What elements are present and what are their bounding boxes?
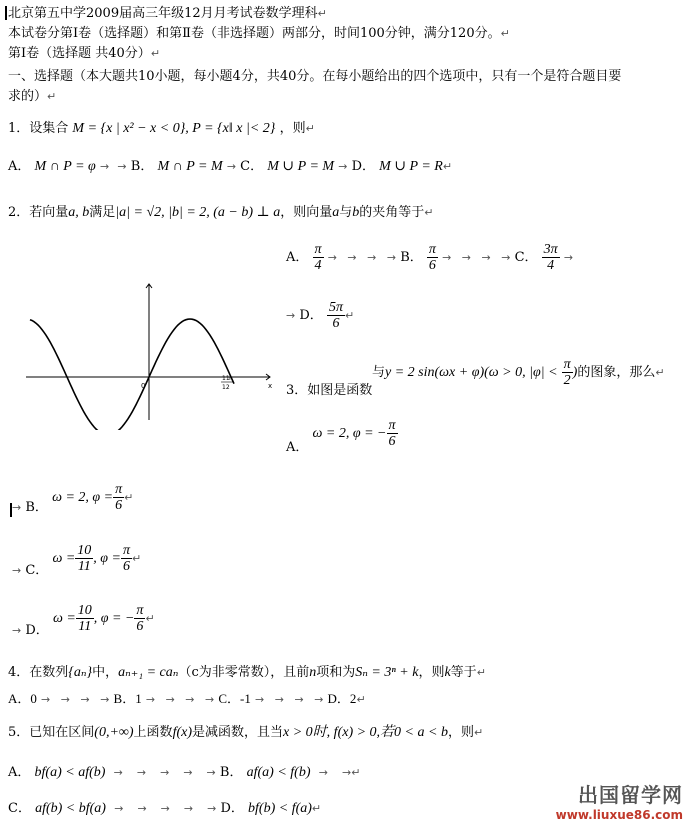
tab-arrow: → (226, 160, 237, 173)
q2-opt-d-num: 5π (328, 300, 343, 315)
tab-arrow: → (114, 802, 124, 815)
tab-arrow: → (113, 766, 123, 779)
tab-arrow: → (183, 802, 194, 815)
tab-arrow: → (255, 693, 265, 706)
q3-opt-b-den: 6 (115, 498, 123, 513)
q3-opt-d-pre: ω = (52, 611, 76, 626)
q1-opt-a-label: A． (8, 159, 31, 174)
tab-arrow: → (386, 251, 397, 264)
q3-opt-d-phi-frac (134, 603, 145, 634)
tab-arrow: → (461, 251, 471, 264)
section1-line2 (8, 88, 56, 105)
q4-xiang: 项和为 (316, 665, 356, 680)
tab-arrow: → (99, 160, 110, 173)
return-mark: ↵ (476, 666, 486, 679)
q3-opt-d-omega-frac (76, 603, 94, 634)
return-mark: ↵ (473, 726, 484, 739)
q1-opt-c-label: C． (240, 159, 264, 174)
q4-zhong: 中， (92, 665, 119, 680)
tab-arrow: → (160, 766, 170, 779)
q3-opt-b-frac (113, 482, 124, 513)
return-mark: ↵ (47, 90, 57, 103)
tab-arrow: → (165, 693, 175, 706)
q3-opt-a (286, 414, 398, 468)
q3-opt-c (12, 538, 141, 592)
tab-arrows (319, 766, 351, 779)
exam-title (8, 5, 327, 22)
return-mark: ↵ (305, 122, 315, 135)
watermark-url: www.liuxue86.com (555, 808, 683, 822)
q2-opt-a-num: π (314, 242, 322, 257)
q5-shang: 上函数 (133, 725, 173, 740)
q5-opt-b-label: B． (219, 765, 243, 780)
graph-mark-pi: π (229, 375, 233, 382)
q3-opt-c-pi: π (123, 543, 131, 558)
q3-opt-d-pi: π (136, 603, 144, 618)
q3-func-pi: π (563, 357, 571, 372)
q2-opt-b-frac (427, 242, 438, 273)
tab-arrow: → (12, 501, 22, 514)
return-mark: ↵ (344, 309, 355, 322)
q5-options-row1 (8, 764, 360, 781)
tab-arrows (41, 693, 109, 706)
q3-opt-c-phi-frac (121, 543, 132, 574)
tab-arrow: → (117, 160, 127, 173)
tab-arrow: → (12, 564, 22, 577)
return-mark: ↵ (655, 366, 665, 379)
graph-mark-num: 11 (222, 375, 230, 382)
text-cursor (10, 503, 12, 517)
q5-mid: 是减函数，且当 (192, 725, 284, 740)
q3-opt-c-mid: , φ = (93, 551, 121, 566)
q3-opt-d-mid: , φ = − (93, 611, 135, 626)
q3-func-line (372, 357, 665, 388)
q3-opt-c-eleven: 11 (77, 559, 91, 574)
tab-arrow: → (286, 309, 296, 322)
q2-mid: ，则向量 (280, 205, 333, 220)
tab-arrow: → (294, 693, 304, 706)
q3-opt-d-six: 6 (136, 619, 144, 634)
q1-opt-a: M ∩ P = φ (34, 159, 96, 174)
q3-stem-pre: 3．如图是函数 (286, 383, 373, 398)
q4-opt-d: D．2 (327, 691, 357, 706)
tab-arrows (442, 251, 510, 264)
return-mark: ↵ (145, 612, 155, 625)
return-mark: ↵ (442, 160, 453, 173)
graph-x-label: x (268, 382, 273, 390)
q1-opt-c: M ∪ P = M (267, 159, 335, 174)
q4-dengyu: 等于 (450, 665, 477, 680)
q2-opt-c-frac (542, 242, 560, 273)
tab-arrow: → (327, 251, 337, 264)
q3-opt-c-six: 6 (123, 559, 130, 574)
tab-arrow: → (367, 251, 377, 264)
q1-stem-post: ，则 (279, 121, 306, 136)
q3-opt-c-label: C． (25, 563, 49, 578)
q2-stem (8, 204, 433, 221)
q4-rec: aₙ₊₁ = caₙ (118, 665, 179, 680)
tab-arrows (146, 693, 214, 706)
q4-n: n (309, 665, 317, 680)
q3-opt-a-den: 6 (388, 434, 396, 449)
tab-arrow: → (563, 251, 574, 264)
q3-opt-b (12, 478, 133, 528)
section1-text-a: 一、选择题（本大题共10小题，每小题4分，共40分。在每小题给出的四个选项中，只有一个是符合题目要 (8, 69, 622, 84)
tab-arrow: → (136, 766, 147, 779)
q2-yu: 与 (339, 205, 353, 220)
q2-options-row1 (286, 238, 573, 278)
q3-opt-d (12, 598, 155, 652)
sine-graph (22, 280, 277, 430)
tab-arrow: → (183, 766, 193, 779)
q2-var-a: a (332, 205, 340, 220)
q5-opt-b: af(a) < f(b) (246, 765, 311, 780)
q4-k: k (444, 665, 451, 680)
q2-opt-c-label: C． (514, 250, 538, 265)
return-mark: ↵ (317, 7, 327, 20)
tab-arrow: → (314, 693, 324, 706)
tab-arrow: → (205, 693, 215, 706)
section1-text-b: 求的） (8, 89, 48, 104)
return-mark: ↵ (124, 491, 134, 504)
q4-tail: ，则 (418, 665, 445, 680)
q4-opt-c: C．-1 (218, 691, 251, 706)
sine-curve (30, 319, 234, 430)
section1-line1 (8, 68, 621, 85)
tab-arrow: → (41, 693, 51, 706)
q5-opt-c-label: C． (8, 801, 31, 816)
tab-arrow: → (145, 693, 156, 706)
exam-title-text: 北京第五中学2009届高三年级12月月考试卷数学理科 (8, 6, 318, 21)
q3-opt-c-omega-frac (75, 543, 93, 574)
q2-opt-d-frac (327, 300, 345, 331)
q1-opt-b: M ∩ P = M (157, 159, 223, 174)
q2-options-row2 (286, 296, 354, 336)
q2-opt-d-den: 6 (332, 316, 340, 331)
q5-opt-a: bf(a) < af(b) (34, 765, 106, 780)
q1-formula: M = {x | x² − x < 0}, P = {x‖ x |< 2} (72, 121, 276, 136)
q5-cond: x > 0时, f(x) > 0,若0 < a < b (283, 725, 448, 740)
tab-arrow: → (12, 624, 22, 637)
q4-stem-pre: 4．在数列 (8, 665, 69, 680)
text-cursor (5, 6, 7, 20)
return-mark: ↵ (356, 693, 366, 706)
tab-arrows (255, 693, 323, 706)
q3-opt-d-label: D． (25, 623, 49, 638)
site-watermark (556, 779, 683, 822)
return-mark: ↵ (311, 802, 322, 815)
q3-opt-a-expr: ω = 2, φ = − (312, 426, 387, 441)
q3-opt-d-ten: 10 (77, 603, 92, 618)
tab-arrow: → (318, 766, 328, 779)
q5-opt-d-label: D． (220, 801, 244, 816)
part1-heading-text: 第Ⅰ卷（选择题 共40分） (8, 46, 151, 61)
q5-options-row2 (8, 800, 321, 817)
tab-arrow: → (347, 251, 357, 264)
q1-opt-d: M ∪ P = R (379, 159, 443, 174)
q4-seq: {aₙ} (68, 665, 93, 680)
q2-tail: 的夹角等于 (359, 205, 425, 220)
tab-arrow: → (207, 802, 217, 815)
q3-func-frac (562, 357, 573, 388)
q2-opt-b-label: B． (400, 250, 423, 265)
q1-stem (8, 120, 315, 137)
q2-cond: |a| = √2, |b| = 2, (a − b) ⊥ a (115, 205, 281, 220)
q5-fx: f(x) (172, 725, 192, 740)
q3-stem-pre-line (286, 382, 372, 399)
q2-opt-d-label: D． (299, 308, 323, 323)
q5-stem (8, 724, 483, 741)
q3-func: y = 2 sin(ωx + φ)(ω > 0, |φ| < (385, 365, 558, 380)
q4-options (8, 690, 366, 708)
tab-arrow: → (160, 802, 170, 815)
exam-info (8, 25, 510, 42)
q2-stem-pre: 2．若向量 (8, 205, 69, 220)
part1-heading (8, 45, 160, 62)
tab-arrows (114, 766, 216, 779)
return-mark: ↵ (424, 206, 434, 219)
q4-opt-a: A．0 (8, 691, 37, 706)
q5-opt-c: af(b) < bf(a) (35, 801, 106, 816)
watermark-title: 出国留学网 (578, 783, 683, 807)
graph-mark-den: 12 (222, 384, 230, 391)
q3-opt-d-eleven: 11 (78, 619, 92, 634)
q2-opt-b-den: 6 (428, 258, 436, 273)
q5-stem-pre: 5．已知在区间 (8, 725, 95, 740)
q4-paren: （c为非零常数），且前 (178, 665, 310, 680)
exam-info-text: 本试卷分第Ⅰ卷（选择题）和第Ⅱ卷（非选择题）两部分，时间100分钟，满分120分。 (8, 26, 501, 41)
tab-arrow: → (274, 693, 284, 706)
q5-tail: ，则 (447, 725, 474, 740)
return-mark: ↵ (150, 47, 161, 60)
tab-arrow: → (137, 802, 147, 815)
q4-opt-b: B．1 (113, 691, 142, 706)
q4-stem (8, 664, 486, 681)
q2-opt-c-num: 3π (543, 242, 558, 257)
tab-arrow: → (481, 251, 491, 264)
q1-stem-pre: 1．设集合 (8, 121, 69, 136)
tab-arrow: → (206, 766, 216, 779)
tab-arrow: → (442, 251, 452, 264)
q2-var-b: b (352, 205, 360, 220)
tab-arrow: → (338, 160, 348, 173)
q2-opt-a-den: 4 (314, 258, 322, 273)
q3-func-two: 2 (563, 373, 571, 388)
tab-arrow: → (501, 251, 511, 264)
q1-options (8, 158, 452, 175)
q4-sum: Sₙ = 3ⁿ + k (355, 665, 419, 680)
q3-yu: 与 (372, 365, 386, 380)
tab-arrow: → (60, 693, 70, 706)
tab-arrow: → (185, 693, 195, 706)
q3-opt-c-pre: ω = (52, 551, 76, 566)
q3-opt-b-label: B． (25, 500, 48, 515)
return-mark: ↵ (500, 27, 510, 40)
tab-arrows (114, 802, 216, 815)
q3-opt-a-frac (387, 418, 398, 449)
tab-arrow: → (341, 766, 352, 779)
q1-opt-d-label: D． (351, 159, 376, 174)
q3-opt-c-ten: 10 (77, 543, 92, 558)
graph-origin-label: 0 (141, 382, 146, 390)
return-mark: ↵ (132, 552, 142, 565)
q3-opt-a-label: A． (286, 440, 309, 455)
q2-opt-a-frac (313, 242, 324, 273)
q5-interval: (0,+∞) (94, 725, 134, 740)
q2-cond-label: 满足 (89, 205, 116, 220)
q2-opt-b-num: π (428, 242, 436, 257)
q3-opt-a-num: π (388, 418, 396, 433)
tab-arrows (328, 251, 396, 264)
tab-arrow: → (100, 693, 110, 706)
return-mark: ↵ (351, 766, 361, 779)
tab-arrow: → (80, 693, 90, 706)
q3-stem-post: 的图象，那么 (577, 365, 656, 380)
q2-vars: a, b (68, 205, 90, 220)
q3-func-close: ) (572, 365, 578, 380)
q5-opt-a-label: A． (8, 765, 31, 780)
q2-opt-c-den: 4 (547, 258, 555, 273)
q5-opt-d: bf(b) < f(a) (248, 801, 312, 816)
q3-opt-b-expr: ω = 2, φ = (52, 490, 114, 505)
q2-opt-a-label: A． (286, 250, 309, 265)
q3-opt-b-num: π (115, 482, 123, 497)
q1-opt-b-label: B． (130, 159, 154, 174)
